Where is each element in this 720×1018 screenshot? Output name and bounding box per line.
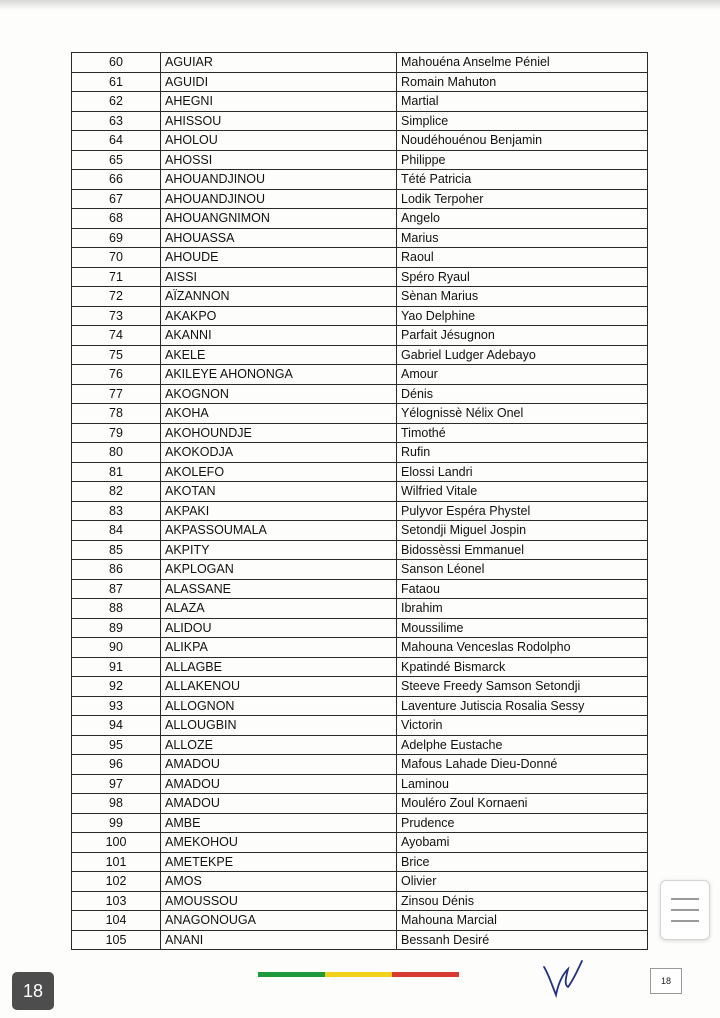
row-number: 95 <box>72 735 161 755</box>
first-names-cell: Victorin <box>397 716 648 736</box>
first-names-cell: Kpatindé Bismarck <box>397 657 648 677</box>
row-number: 90 <box>72 638 161 658</box>
row-number: 77 <box>72 384 161 404</box>
surname-cell: AHOUDE <box>161 248 397 268</box>
page-number-stamp: 18 <box>650 968 682 994</box>
first-names-cell: Steeve Freedy Samson Setondji <box>397 677 648 697</box>
first-names-cell: Yélognissè Nélix Onel <box>397 404 648 424</box>
first-names-cell: Sanson Léonel <box>397 560 648 580</box>
table-row <box>72 53 648 73</box>
first-names-cell: Amour <box>397 365 648 385</box>
row-number: 65 <box>72 150 161 170</box>
row-number: 104 <box>72 911 161 931</box>
first-names-cell: Noudéhouénou Benjamin <box>397 131 648 151</box>
first-names-cell: Mahouna Marcial <box>397 911 648 931</box>
table-row <box>72 852 648 872</box>
first-names-cell: Martial <box>397 92 648 112</box>
first-names-cell: Mahouéna Anselme Péniel <box>397 53 648 73</box>
surname-cell: AÏZANNON <box>161 287 397 307</box>
table-row <box>72 599 648 619</box>
surname-cell: AKOHA <box>161 404 397 424</box>
table-row <box>72 404 648 424</box>
row-number: 92 <box>72 677 161 697</box>
surname-cell: ANAGONOUGA <box>161 911 397 931</box>
table-row <box>72 774 648 794</box>
first-names-cell: Mafous Lahade Dieu-Donné <box>397 755 648 775</box>
first-names-cell: Adelphe Eustache <box>397 735 648 755</box>
surname-cell: AHEGNI <box>161 92 397 112</box>
first-names-cell: Romain Mahuton <box>397 72 648 92</box>
row-number: 76 <box>72 365 161 385</box>
row-number: 69 <box>72 228 161 248</box>
table-row <box>72 872 648 892</box>
table-row <box>72 345 648 365</box>
first-names-cell: Brice <box>397 852 648 872</box>
row-number: 75 <box>72 345 161 365</box>
first-names-cell: Sènan Marius <box>397 287 648 307</box>
first-names-cell: Tété Patricia <box>397 170 648 190</box>
first-names-cell: Zinsou Dénis <box>397 891 648 911</box>
first-names-cell: Mouléro Zoul Kornaeni <box>397 794 648 814</box>
first-names-cell: Timothé <box>397 423 648 443</box>
row-number: 94 <box>72 716 161 736</box>
table-row <box>72 560 648 580</box>
table-row <box>72 326 648 346</box>
flag-stripe-yellow <box>325 972 392 977</box>
surname-cell: ALLOUGBIN <box>161 716 397 736</box>
table-row <box>72 423 648 443</box>
table-row <box>72 482 648 502</box>
table-row <box>72 170 648 190</box>
first-names-cell: Angelo <box>397 209 648 229</box>
surname-cell: AKOKODJA <box>161 443 397 463</box>
table-row <box>72 735 648 755</box>
surname-cell: AKPITY <box>161 540 397 560</box>
row-number: 68 <box>72 209 161 229</box>
row-number: 99 <box>72 813 161 833</box>
surname-cell: AHOSSI <box>161 150 397 170</box>
row-number: 91 <box>72 657 161 677</box>
first-names-cell: Simplice <box>397 111 648 131</box>
surname-cell: AMEKOHOU <box>161 833 397 853</box>
table-row <box>72 443 648 463</box>
table-row <box>72 384 648 404</box>
row-number: 83 <box>72 501 161 521</box>
surname-cell: AKOLEFO <box>161 462 397 482</box>
first-names-cell: Dénis <box>397 384 648 404</box>
row-number: 98 <box>72 794 161 814</box>
first-names-cell: Bidossèssi Emmanuel <box>397 540 648 560</box>
surname-cell: ALIKPA <box>161 638 397 658</box>
row-number: 61 <box>72 72 161 92</box>
first-names-cell: Gabriel Ludger Adebayo <box>397 345 648 365</box>
table-row <box>72 209 648 229</box>
table-row <box>72 248 648 268</box>
table-row <box>72 287 648 307</box>
surname-cell: AMADOU <box>161 794 397 814</box>
table-row <box>72 306 648 326</box>
row-number: 86 <box>72 560 161 580</box>
surname-cell: ANANI <box>161 930 397 950</box>
row-number: 71 <box>72 267 161 287</box>
first-names-cell: Spéro Ryaul <box>397 267 648 287</box>
flag-stripe-green <box>258 972 325 977</box>
table-row <box>72 813 648 833</box>
row-number: 100 <box>72 833 161 853</box>
row-number: 70 <box>72 248 161 268</box>
row-number: 97 <box>72 774 161 794</box>
scan-top-edge <box>0 0 720 10</box>
surname-cell: AKPASSOUMALA <box>161 521 397 541</box>
row-number: 78 <box>72 404 161 424</box>
name-list-body <box>72 53 648 950</box>
table-row <box>72 131 648 151</box>
surname-cell: AHISSOU <box>161 111 397 131</box>
table-row <box>72 189 648 209</box>
row-number: 64 <box>72 131 161 151</box>
table-row <box>72 911 648 931</box>
table-row <box>72 228 648 248</box>
table-row <box>72 540 648 560</box>
surname-cell: AKANNI <box>161 326 397 346</box>
table-row <box>72 72 648 92</box>
surname-cell: ALLAKENOU <box>161 677 397 697</box>
row-number: 63 <box>72 111 161 131</box>
first-names-cell: Yao Delphine <box>397 306 648 326</box>
first-names-cell: Pulyvor Espéra Phystel <box>397 501 648 521</box>
surname-cell: AKPLOGAN <box>161 560 397 580</box>
surname-cell: AKOGNON <box>161 384 397 404</box>
row-number: 84 <box>72 521 161 541</box>
row-number: 73 <box>72 306 161 326</box>
row-number: 67 <box>72 189 161 209</box>
first-names-cell: Laventure Jutiscia Rosalia Sessy <box>397 696 648 716</box>
first-names-cell: Parfait Jésugnon <box>397 326 648 346</box>
first-names-cell: Rufin <box>397 443 648 463</box>
surname-cell: AMADOU <box>161 755 397 775</box>
surname-cell: AHOUANDJINOU <box>161 189 397 209</box>
first-names-cell: Prudence <box>397 813 648 833</box>
surname-cell: AHOUASSA <box>161 228 397 248</box>
first-names-cell: Fataou <box>397 579 648 599</box>
surname-cell: AHOLOU <box>161 131 397 151</box>
table-row <box>72 150 648 170</box>
table-row <box>72 267 648 287</box>
table-row <box>72 92 648 112</box>
table-row <box>72 579 648 599</box>
surname-cell: AMOS <box>161 872 397 892</box>
first-names-cell: Philippe <box>397 150 648 170</box>
first-names-cell: Marius <box>397 228 648 248</box>
surname-cell: ALLAGBE <box>161 657 397 677</box>
first-names-cell: Ibrahim <box>397 599 648 619</box>
surname-cell: AKOTAN <box>161 482 397 502</box>
first-names-cell: Lodik Terpoher <box>397 189 648 209</box>
row-number: 62 <box>72 92 161 112</box>
first-names-cell: Raoul <box>397 248 648 268</box>
name-list-table <box>71 52 648 950</box>
first-names-cell: Moussilime <box>397 618 648 638</box>
row-number: 89 <box>72 618 161 638</box>
first-names-cell: Ayobami <box>397 833 648 853</box>
first-names-cell: Setondji Miguel Jospin <box>397 521 648 541</box>
surname-cell: ALIDOU <box>161 618 397 638</box>
table-row <box>72 930 648 950</box>
table-row <box>72 462 648 482</box>
row-number: 79 <box>72 423 161 443</box>
surname-cell: AMETEKPE <box>161 852 397 872</box>
table-row <box>72 657 648 677</box>
page-indicator-badge[interactable]: 18 <box>12 972 54 1010</box>
table-row <box>72 716 648 736</box>
table-row <box>72 677 648 697</box>
surname-cell: AKPAKI <box>161 501 397 521</box>
table-row <box>72 111 648 131</box>
row-number: 80 <box>72 443 161 463</box>
table-row <box>72 365 648 385</box>
first-names-cell: Wilfried Vitale <box>397 482 648 502</box>
row-number: 88 <box>72 599 161 619</box>
row-number: 81 <box>72 462 161 482</box>
surname-cell: AMOUSSOU <box>161 891 397 911</box>
row-number: 103 <box>72 891 161 911</box>
surname-cell: AGUIAR <box>161 53 397 73</box>
flag-stripe-red <box>392 972 459 977</box>
surname-cell: ALLOGNON <box>161 696 397 716</box>
first-names-cell: Olivier <box>397 872 648 892</box>
row-number: 87 <box>72 579 161 599</box>
surname-cell: AGUIDI <box>161 72 397 92</box>
surname-cell: AKOHOUNDJE <box>161 423 397 443</box>
row-number: 102 <box>72 872 161 892</box>
table-row <box>72 794 648 814</box>
row-number: 74 <box>72 326 161 346</box>
row-number: 72 <box>72 287 161 307</box>
surname-cell: AHOUANGNIMON <box>161 209 397 229</box>
row-number: 96 <box>72 755 161 775</box>
surname-cell: AMADOU <box>161 774 397 794</box>
row-number: 101 <box>72 852 161 872</box>
first-names-cell: Laminou <box>397 774 648 794</box>
first-names-cell: Elossi Landri <box>397 462 648 482</box>
row-number: 85 <box>72 540 161 560</box>
table-row <box>72 696 648 716</box>
first-names-cell: Bessanh Desiré <box>397 930 648 950</box>
signature-mark <box>538 955 586 1001</box>
surname-cell: AHOUANDJINOU <box>161 170 397 190</box>
surname-cell: AISSI <box>161 267 397 287</box>
row-number: 93 <box>72 696 161 716</box>
table-row <box>72 891 648 911</box>
table-row <box>72 638 648 658</box>
surname-cell: AKELE <box>161 345 397 365</box>
hamburger-menu-icon[interactable] <box>660 880 710 940</box>
surname-cell: ALASSANE <box>161 579 397 599</box>
table-row <box>72 618 648 638</box>
row-number: 82 <box>72 482 161 502</box>
surname-cell: ALLOZE <box>161 735 397 755</box>
table-row <box>72 521 648 541</box>
table-row <box>72 755 648 775</box>
surname-cell: ALAZA <box>161 599 397 619</box>
surname-cell: AKAKPO <box>161 306 397 326</box>
row-number: 66 <box>72 170 161 190</box>
surname-cell: AKILEYE AHONONGA <box>161 365 397 385</box>
surname-cell: AMBE <box>161 813 397 833</box>
row-number: 60 <box>72 53 161 73</box>
table-row <box>72 501 648 521</box>
row-number: 105 <box>72 930 161 950</box>
table-row <box>72 833 648 853</box>
first-names-cell: Mahouna Venceslas Rodolpho <box>397 638 648 658</box>
